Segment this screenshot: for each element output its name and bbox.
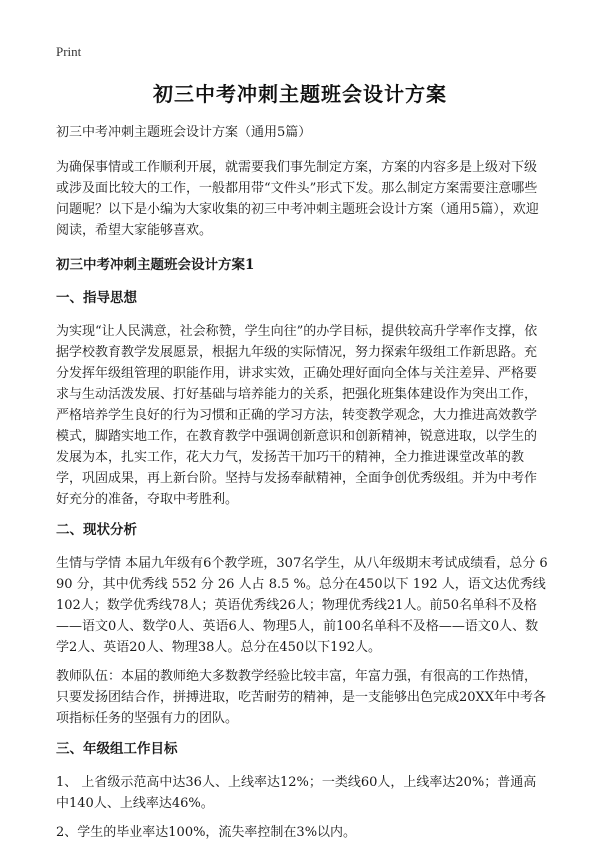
heading-guiding-thought: 一、指导思想 xyxy=(56,290,137,306)
section-title: 初三中考冲刺主题班会设计方案1 xyxy=(56,257,255,273)
document-title: 初三中考冲刺主题班会设计方案 xyxy=(153,82,447,106)
goal-item-2: 2、学生的毕业率达100%，流失率控制在3%以内。 xyxy=(56,825,357,840)
guiding-paragraph: 为实现“让人民满意，社会称赞，学生向往”的办学目标，提供较高升学率作支撑，依据学校教育教学发展愿景，根据九年级的实际情况，努力探索年级组工作新思路。充分发挥年级组管理的职能作用，讲求实效，正确处理好面向全体与关注差异、严格要求与生动活泼发展、打好基础与培养能力的关系，把强化班集体建设作为突出工作，严格培养学生良好的行为习惯和正确的学习方法，转变教学观念，大力推进高效教学模式，脚踏实地工作，在教育教学中强调创新意识和创新精神，锐意进取，以学生的发展为本，扎实工作，花大力气，发扬苦干加巧干的精神，全力推进课堂改革的教学，巩固成果，再上新台阶。坚持与发扬奉献精神，全面争创优秀级组。并为中考作好充分的准备，夺取中考胜利。 xyxy=(56,324,538,507)
heading-status-analysis: 二、现状分析 xyxy=(56,522,137,538)
status-students-paragraph: 生情与学情 本届九年级有6个教学班，307名学生，从八年级期末考试成绩看，总分 690 分，其中优秀线 552 分 26 人占 8.5 %。总分在450以下 192 人，语文达优秀线102人；数学优秀线78人；英语优秀线26人；物理优秀线21人。前50名单科不及格——语文0人、数学0人、英语6人、物理5人，前100名单科不及格——语文0人、数学2人、英语20人、物理38人。总分在450以下192人。 xyxy=(56,556,548,655)
goal-item-1: 1、 上省级示范高中达36人、上线率达12%；一类线60人，上线率达20%；普通高中140人、上线率达46%。 xyxy=(56,775,537,811)
document-subtitle: 初三中考冲刺主题班会设计方案（通用5篇） xyxy=(56,125,312,140)
document-body xyxy=(56,122,548,851)
print-link[interactable]: Print xyxy=(56,44,82,59)
heading-work-goals: 三、年级组工作目标 xyxy=(56,741,178,757)
status-teachers-paragraph: 教师队伍：本届的教师绝大多数教学经验比较丰富，年富力强，有很高的工作热情，只要发扬团结合作，拼搏进取，吃苦耐劳的精神，是一支能够出色完成20XX年中考各项指标任务的坚强有力的团队。 xyxy=(56,669,547,726)
intro-paragraph: 为确保事情或工作顺利开展，就需要我们事先制定方案，方案的内容多是上级对下级或涉及面比较大的工作，一般都用带“文件头”形式下发。那么制定方案需要注意哪些问题呢？以下是小编为大家收集的初三中考冲刺主题班会设计方案（通用5篇），欢迎阅读，希望大家能够喜欢。 xyxy=(56,160,539,238)
